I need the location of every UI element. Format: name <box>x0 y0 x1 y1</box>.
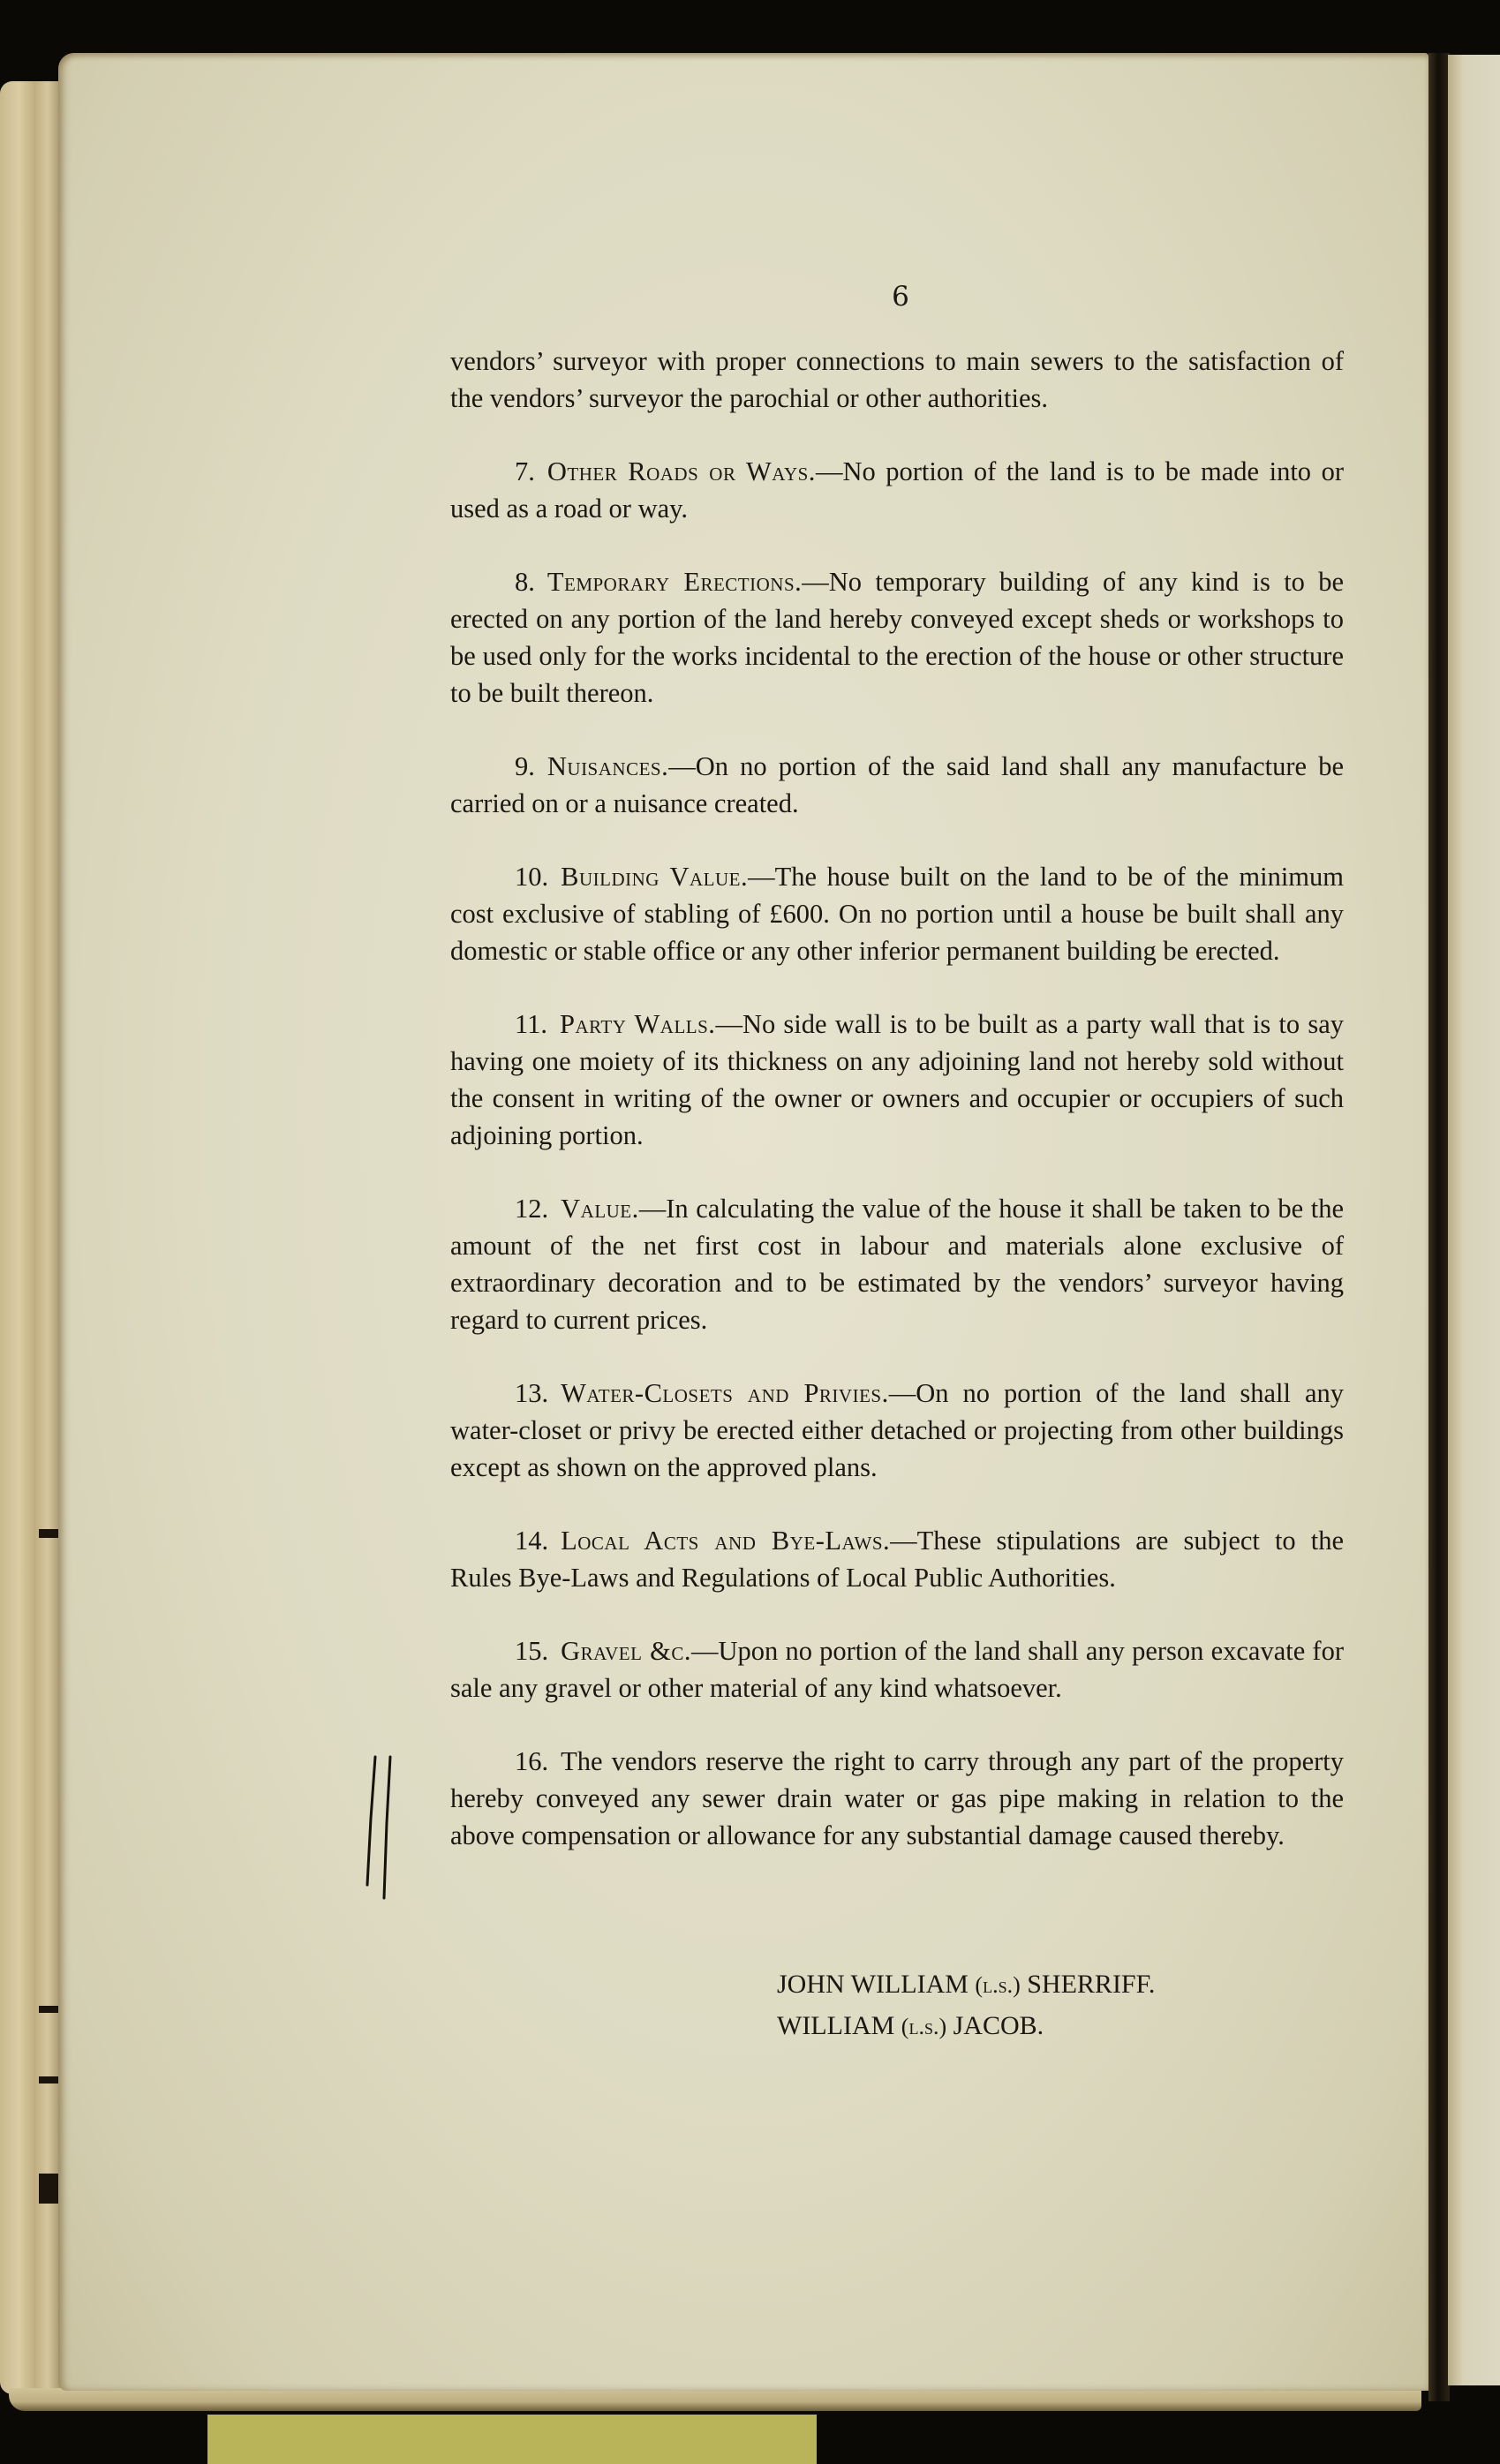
clause-number: 12. <box>515 1194 549 1224</box>
clause-text: —Upon no portion of the land shall any person excavate for sale any gravel or other material of any kind whatsoever. <box>450 1636 1344 1703</box>
clause-heading: Party Walls. <box>560 1009 716 1039</box>
facing-page <box>1448 55 1500 2385</box>
clause-heading: Temporary Erections. <box>546 567 803 597</box>
signatory-first-name: WILLIAM <box>777 2011 895 2040</box>
clause-number: 9. <box>515 751 535 781</box>
signature-line <box>777 2006 1155 2047</box>
clause-16 <box>450 1743 1344 1854</box>
clause-heading: Gravel &c. <box>561 1636 691 1666</box>
clause-text: —On no portion of the land shall any water-closet or privy be erected either detached or projecting from other buildings except as shown on the approved plans. <box>450 1378 1345 1482</box>
clause-heading: Value. <box>561 1194 639 1224</box>
clause-text: —No temporary building of any kind is to be erected on any portion of the land hereby conveyed except sheds or workshops to be used only for the works incidental to the erection of the house or other structure to be built thereon. <box>450 567 1345 708</box>
clause-15 <box>450 1632 1344 1707</box>
book-gutter <box>1428 53 1450 2401</box>
clause-number: 8. <box>515 567 535 597</box>
seal-mark: (l.s.) <box>975 1972 1021 1998</box>
clause-8 <box>450 563 1344 712</box>
clause-heading: Nuisances. <box>546 751 669 781</box>
signatory-surname: SHERRIFF. <box>1027 1970 1156 1999</box>
paragraph-text: vendors’ surveyor with proper connections to main sewers to the satisfaction of the vendors’ surveyor the parochial or other authorities. <box>450 346 1344 413</box>
clause-text: —These stipulations are subject to the Rules Bye-Laws and Regulations of Local Public Authorities. <box>450 1526 1344 1593</box>
spine-mark <box>39 1529 58 1538</box>
clause-12 <box>450 1190 1344 1338</box>
clause-10 <box>450 858 1344 969</box>
clause-number: 10. <box>515 862 549 892</box>
handwritten-margin-mark-icon <box>353 1752 397 1920</box>
signatory-surname: JACOB. <box>953 2011 1044 2040</box>
background-object <box>207 2415 817 2464</box>
clause-heading: Water-Closets and Privies. <box>561 1378 889 1408</box>
clause-number: 11. <box>515 1009 547 1039</box>
page-number: 6 <box>892 281 909 313</box>
clause-text: —On no portion of the said land shall any manufacture be carried on or a nuisance created. <box>450 751 1344 818</box>
clause-number: 15. <box>515 1636 549 1666</box>
clause-text: The vendors reserve the right to carry through any part of the property hereby conveyed any sewer drain water or gas pipe making in relation to the above compensation or allowance for any substantial damage caused thereby. <box>450 1746 1344 1850</box>
clause-text: —No portion of the land is to be made into or used as a road or way. <box>450 456 1344 524</box>
clause-14 <box>450 1522 1344 1596</box>
seal-mark: (l.s.) <box>901 2014 947 2039</box>
clause-7 <box>450 453 1344 527</box>
clause-9 <box>450 748 1344 822</box>
clause-text: —The house built on the land to be of the minimum cost exclusive of stabling of £600. On no portion until a house be built shall any domestic or stable office or any other inferior permanent building be erected. <box>450 862 1345 966</box>
signatory-first-name: JOHN WILLIAM <box>777 1970 969 1999</box>
clause-heading: Building Value. <box>561 862 749 892</box>
clause-number: 16. <box>515 1746 549 1776</box>
book-bottom-edge <box>9 2388 1421 2411</box>
clause-number: 14. <box>515 1526 549 1556</box>
clause-heading: Other Roads or Ways. <box>546 456 816 486</box>
spine-mark <box>39 2006 58 2013</box>
document-body <box>450 343 1344 1890</box>
clause-number: 7. <box>515 456 535 486</box>
spine-mark <box>39 2174 58 2204</box>
clause-number: 13. <box>515 1378 549 1408</box>
clause-text: —In calculating the value of the house it shall be taken to be the amount of the net first cost in labour and materials alone exclusive of extraordinary decoration and to be estimated by the vendors’ surveyor having regard to current prices. <box>450 1194 1344 1335</box>
spine-mark <box>39 2076 58 2083</box>
clause-text: —No side wall is to be built as a party wall that is to say having one moiety of its thickness on any adjoining land not hereby sold without the consent in writing of the owner or owners and occupier or occupiers of such adjoining portion. <box>450 1009 1344 1150</box>
clause-heading: Local Acts and Bye-Laws. <box>561 1526 891 1556</box>
signature-line <box>777 1964 1155 2006</box>
signature-block <box>777 1964 1155 2047</box>
book-page-edges <box>0 81 64 2394</box>
paragraph-continuation <box>450 343 1344 417</box>
clause-11 <box>450 1006 1344 1154</box>
clause-13 <box>450 1375 1344 1486</box>
